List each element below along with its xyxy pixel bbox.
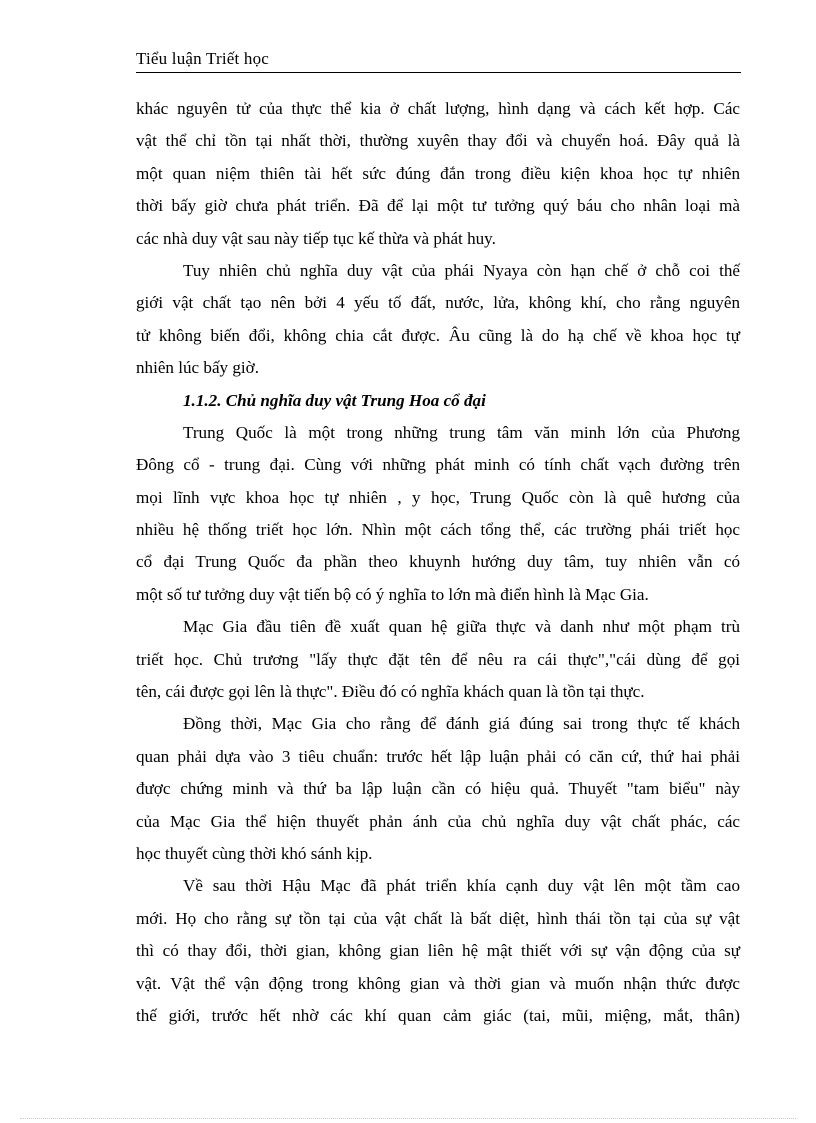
- text-line: Đồng thời, Mạc Gia cho rằng để đánh giá đúng sai trong thực tế khách: [183, 714, 740, 734]
- text-line: được chứng minh và thứ ba lập luận cần có hiệu quả. Thuyết "tam biểu" này: [136, 779, 740, 799]
- text-line: quan phải dựa vào 3 tiêu chuẩn: trước hết lập luận phải có căn cứ, thứ hai phải: [136, 746, 740, 766]
- text-line: Tuy nhiên chủ nghĩa duy vật của phái Nyaya còn hạn chế ở chỗ coi thế: [183, 260, 740, 280]
- text-line: Về sau thời Hậu Mạc đã phát triển khía cạnh duy vật lên một tầm cao: [183, 876, 740, 896]
- paragraph: [136, 93, 740, 255]
- text-line: vật thể chỉ tồn tại nhất thời, thường xuyên thay đổi và chuyển hoá. Đây quả là: [136, 131, 740, 151]
- text-line: vật. Vật thể vận động trong không gian và thời gian và muốn nhận thức được: [136, 973, 740, 993]
- text-line: giới vật chất tạo nên bởi 4 yếu tố đất, nước, lửa, không khí, cho rằng nguyên: [136, 293, 740, 313]
- text-line: triết học. Chủ trương "lấy thực đặt tên để nêu ra cái thực","cái dùng để gọi: [136, 649, 740, 669]
- paragraph: [136, 870, 740, 1032]
- page-header: [136, 46, 741, 73]
- text-line: thì có thay đổi, thời gian, không gian liên hệ mật thiết với sự vận động của sự: [136, 941, 740, 961]
- text-line: Trung Quốc là một trong những trung tâm văn minh lớn của Phương: [183, 422, 740, 442]
- text-line: tên, cái được gọi lên là thực". Điều đó có nghĩa khách quan là tồn tại thực.: [136, 682, 645, 702]
- text-line: thế giới, trước hết nhờ các khí quan cảm giác (tai, mũi, miệng, mắt, thân): [136, 1005, 740, 1025]
- text-line: tử không biến đổi, không chia cắt được. Âu cũng là do hạ chế về khoa học tự: [136, 325, 740, 345]
- text-line: cổ đại Trung Quốc đa phần theo khuynh hướng duy tâm, tuy nhiên vẫn có: [136, 552, 740, 572]
- text-line: Đông cổ - trung đại. Cùng với những phát minh có tính chất vạch đường trên: [136, 455, 740, 475]
- text-line: nhiên lúc bấy giờ.: [136, 358, 259, 378]
- paragraph: [136, 611, 740, 708]
- text-line: nhiều hệ thống triết học lớn. Nhìn một cách tổng thể, các trường phái triết học: [136, 520, 740, 540]
- text-line: các nhà duy vật sau này tiếp tục kế thừa và phát huy.: [136, 228, 496, 248]
- paragraph: [136, 255, 740, 385]
- header-title: Tiểu luận Triết học: [136, 49, 270, 68]
- text-line: mọi lĩnh vực khoa học tự nhiên , y học, Trung Quốc còn là quê hương của: [136, 487, 740, 507]
- page-bottom-divider: [20, 1118, 796, 1119]
- text-line: thời bấy giờ chưa phát triển. Đã để lại một tư tưởng quý báu cho nhân loại mà: [136, 196, 740, 216]
- paragraph: [136, 417, 740, 611]
- paragraph: [136, 708, 740, 870]
- text-line: mới. Họ cho rằng sự tồn tại của vật chất là bất diệt, hình thái tồn tại của sự vật: [136, 908, 740, 928]
- text-line: khác nguyên tử của thực thể kia ở chất lượng, hình dạng và cách kết hợp. Các: [136, 99, 740, 118]
- text-line: Mạc Gia đầu tiên đề xuất quan hệ giữa thực và danh như một phạm trù: [183, 617, 740, 637]
- text-line: một quan niệm thiên tài hết sức đúng đắn trong điều kiện khoa học tự nhiên: [136, 163, 740, 183]
- section-heading: 1.1.2. Chủ nghĩa duy vật Trung Hoa cổ đại: [183, 390, 486, 410]
- text-line: một số tư tưởng duy vật tiến bộ có ý nghĩa to lớn mà điển hình là Mạc Gia.: [136, 584, 649, 604]
- document-body: [136, 93, 740, 1032]
- text-line: của Mạc Gia thể hiện thuyết phản ánh của chủ nghĩa duy vật chất phác, các: [136, 811, 740, 831]
- text-line: học thuyết cùng thời khó sánh kịp.: [136, 843, 373, 863]
